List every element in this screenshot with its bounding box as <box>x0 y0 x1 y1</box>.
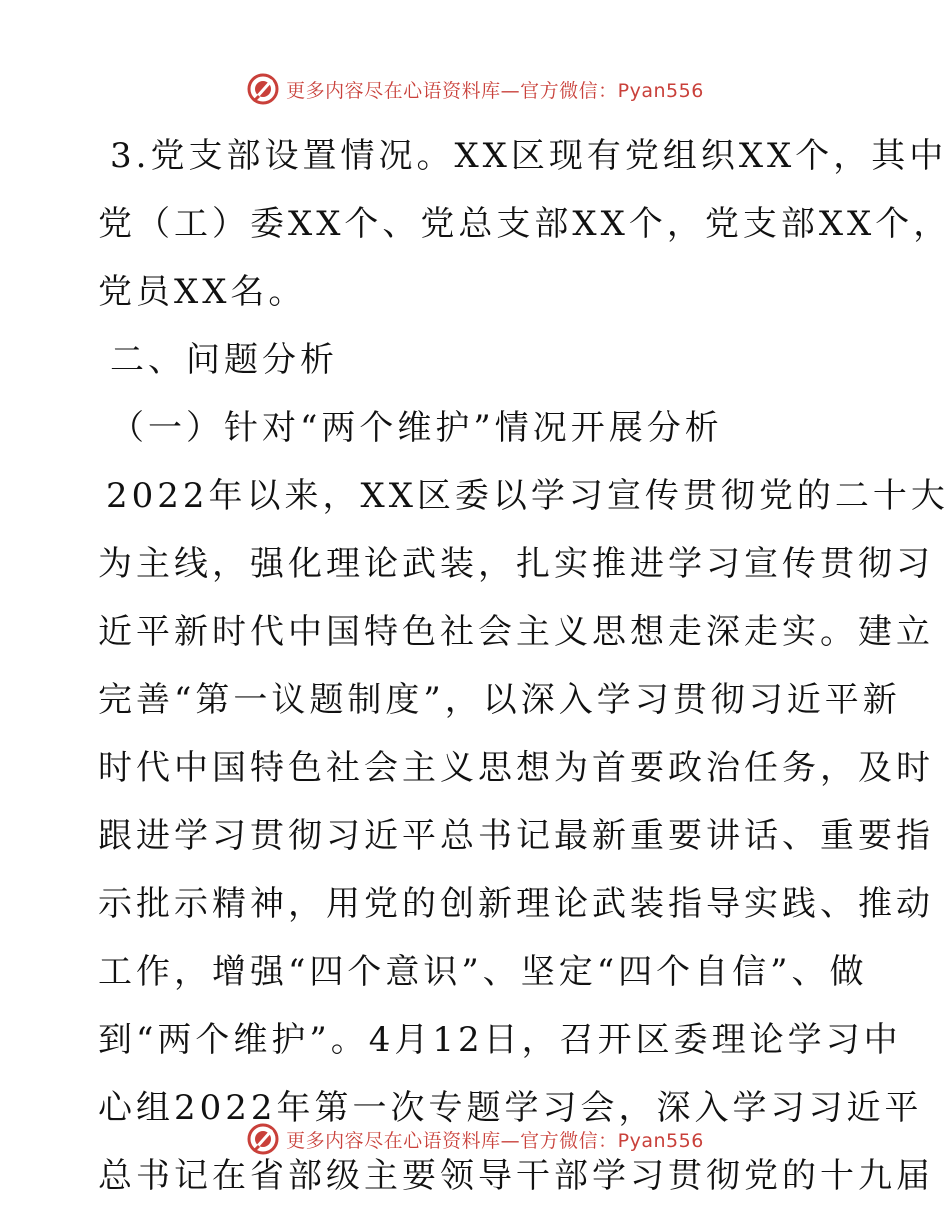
document-body <box>98 122 951 1210</box>
paragraph-line: 示批示精神，用党的创新理论武装指导实践、推动 <box>98 884 934 924</box>
paragraph-line: 时代中国特色社会主义思想为首要政治任务，及时 <box>98 748 934 788</box>
paragraph-line: 2022年以来，XX区委以学习宣传贯彻党的二十大 <box>106 476 949 516</box>
footer-watermark <box>0 1122 950 1156</box>
paragraph-line: 近平新时代中国特色社会主义思想走深走实。建立 <box>98 612 934 652</box>
watermark-text: 更多内容尽在心语资料库—官方微信：Pyan556 <box>286 79 704 102</box>
paragraph-line: 党员XX名。 <box>98 272 307 312</box>
paragraph-line: 为主线，强化理论武装，扎实推进学习宣传贯彻习 <box>98 544 934 584</box>
paragraph-line: 完善“第一议题制度”，以深入学习贯彻习近平新 <box>98 680 901 720</box>
paragraph-line: 3.党支部设置情况。XX区现有党组织XX个，其中 <box>110 136 948 176</box>
paragraph-line: 到“两个维护”。4月12日，召开区委理论学习中 <box>98 1020 902 1060</box>
watermark-text: 更多内容尽在心语资料库—官方微信：Pyan556 <box>286 1129 704 1152</box>
pen-circle-logo-icon <box>246 1122 280 1156</box>
header-watermark <box>0 72 950 106</box>
paragraph-line: 跟进学习贯彻习近平总书记最新重要讲话、重要指 <box>98 816 934 856</box>
paragraph-line: 工作，增强“四个意识”、坚定“四个自信”、做 <box>98 952 868 992</box>
pen-circle-logo-icon <box>246 72 280 106</box>
paragraph-line: 党（工）委XX个、党总支部XX个，党支部XX个， <box>98 204 951 244</box>
paragraph-line: 心组2022年第一次专题学习会，深入学习习近平 <box>98 1088 923 1128</box>
paragraph-line: 总书记在省部级主要领导干部学习贯彻党的十九届 <box>98 1156 934 1196</box>
section-heading: 二、问题分析 <box>110 340 338 380</box>
subsection-heading: （一）针对“两个维护”情况开展分析 <box>110 408 723 448</box>
